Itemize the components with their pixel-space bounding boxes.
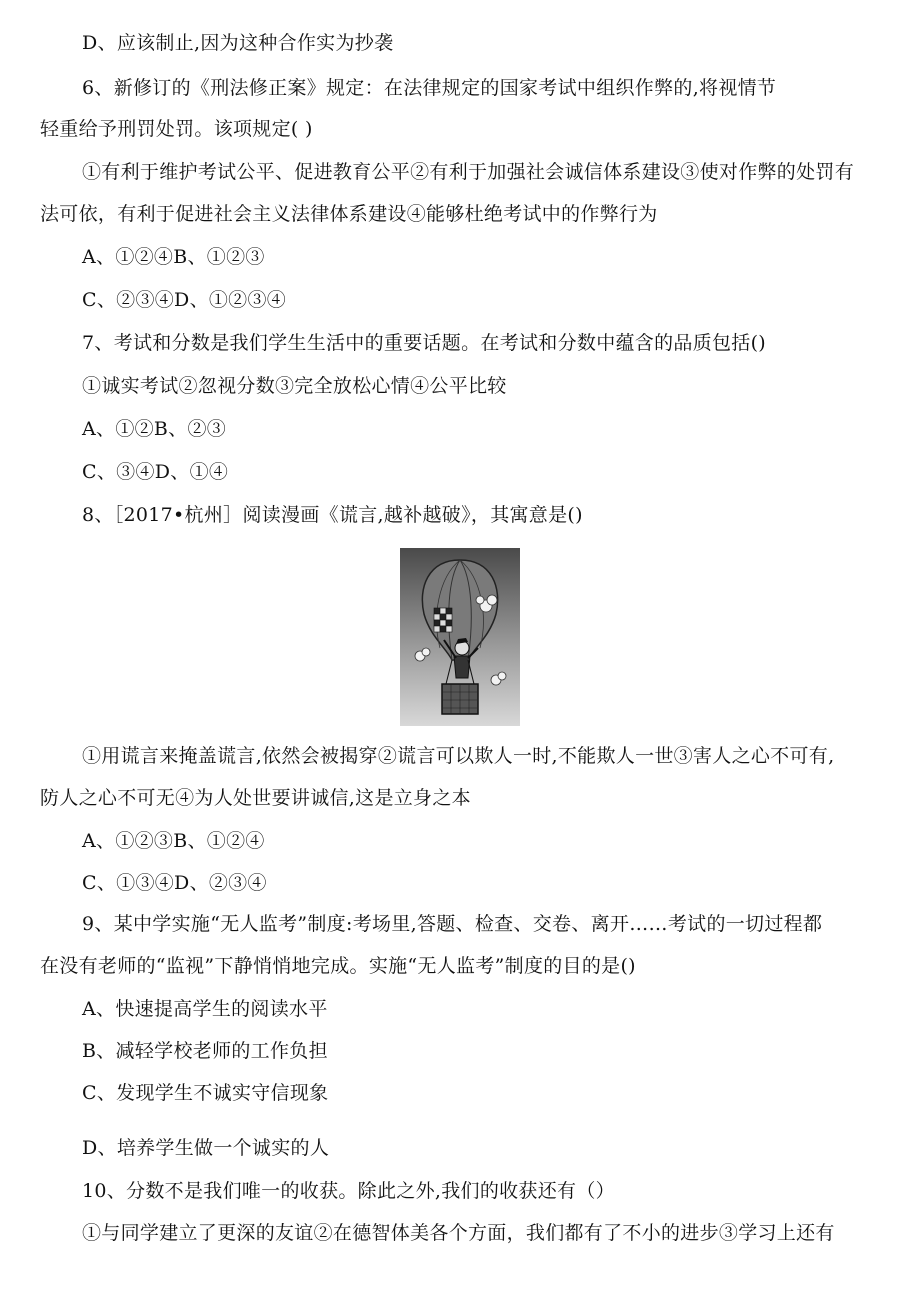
q10-stem: 10、分数不是我们唯一的收获。除此之外,我们的收获还有（） bbox=[82, 1180, 615, 1202]
q8-choices-ab: A、①②③B、①②④ bbox=[82, 830, 265, 852]
q6-options-line-2: 法可依，有利于促进社会主义法律体系建设④能够杜绝考试中的作弊行为 bbox=[40, 203, 658, 225]
q9-stem-line-1: 9、某中学实施“无人监考”制度:考场里,答题、检查、交卷、离开……考试的一切过程都 bbox=[82, 913, 823, 935]
q7-choices-cd: C、③④D、①④ bbox=[82, 461, 229, 483]
q6-choices-ab: A、①②④B、①②③ bbox=[82, 246, 265, 268]
q9-option-c: C、发现学生不诚实守信现象 bbox=[82, 1082, 329, 1104]
q6-choices-cd: C、②③④D、①②③④ bbox=[82, 289, 287, 311]
balloon-cartoon-image bbox=[400, 548, 520, 726]
q8-stem: 8、［2017•杭州］阅读漫画《谎言,越补越破》，其寓意是() bbox=[82, 504, 583, 526]
q8-options-line-1: ①用谎言来掩盖谎言,依然会被揭穿②谎言可以欺人一时,不能欺人一世③害人之心不可有, bbox=[82, 745, 835, 767]
q6-stem-line-1: 6、新修订的《刑法修正案》规定：在法律规定的国家考试中组织作弊的,将视情节 bbox=[82, 77, 777, 99]
q9-option-d: D、培养学生做一个诚实的人 bbox=[82, 1137, 330, 1159]
q6-options-line-1: ①有利于维护考试公平、促进教育公平②有利于加强社会诚信体系建设③使对作弊的处罚有 bbox=[82, 161, 855, 183]
q9-option-b: B、减轻学校老师的工作负担 bbox=[82, 1040, 328, 1062]
q7-choices-ab: A、①②B、②③ bbox=[82, 418, 227, 440]
q9-option-a: A、快速提高学生的阅读水平 bbox=[82, 998, 328, 1020]
q6-stem-line-2: 轻重给予刑罚处罚。该项规定( ) bbox=[40, 118, 313, 140]
q8-choices-cd: C、①③④D、②③④ bbox=[82, 872, 267, 894]
q5-option-d: D、应该制止,因为这种合作实为抄袭 bbox=[82, 32, 394, 54]
q8-options-line-2: 防人之心不可无④为人处世要讲诚信,这是立身之本 bbox=[40, 787, 471, 809]
q7-stem: 7、考试和分数是我们学生生活中的重要话题。在考试和分数中蕴含的品质包括() bbox=[82, 332, 767, 354]
q10-options-line-1: ①与同学建立了更深的友谊②在德智体美各个方面，我们都有了不小的进步③学习上还有 bbox=[82, 1222, 835, 1244]
q9-stem-line-2: 在没有老师的“监视”下静悄悄地完成。实施“无人监考”制度的目的是() bbox=[40, 955, 636, 977]
q7-options: ①诚实考试②忽视分数③完全放松心情④公平比较 bbox=[82, 375, 507, 397]
